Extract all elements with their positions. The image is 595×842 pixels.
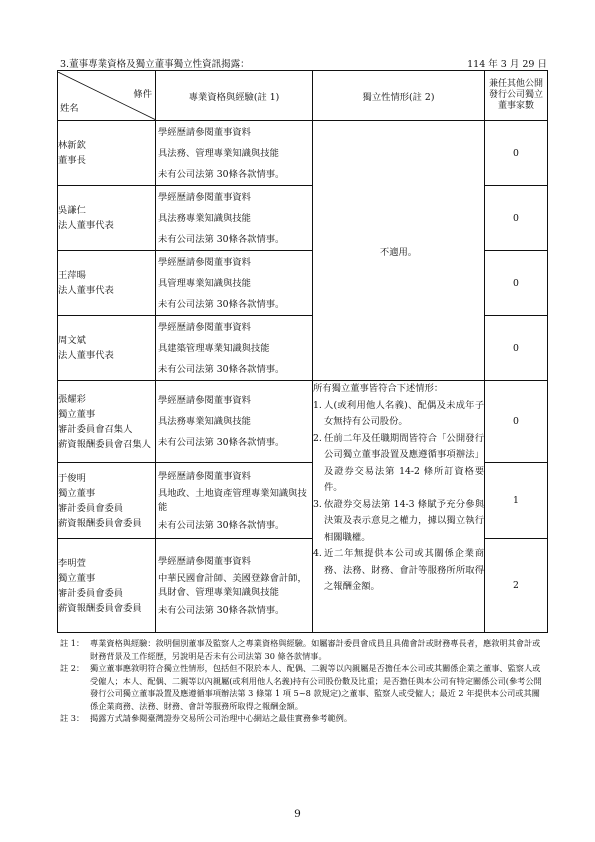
director-name: 張耀彩 bbox=[58, 393, 86, 405]
table-header-row bbox=[58, 71, 548, 121]
director-title: 董事長 bbox=[58, 155, 86, 166]
experience-cell bbox=[156, 381, 313, 463]
concurrent-count: 2 bbox=[485, 539, 548, 633]
director-committee: 薪資報酬委員會委員 bbox=[58, 517, 142, 529]
item-text: 人(或利用他人名義)、配偶及未成年子女無持有公司股份。 bbox=[324, 399, 484, 427]
experience-line: 具法務專業知識與技能 bbox=[158, 416, 251, 427]
experience-line: 學經歷請參閱董事資料 bbox=[158, 256, 251, 268]
experience-line: 未有公司法第 30條各款情事。 bbox=[158, 604, 285, 616]
experience-line: 學經歷請參閱董事資料 bbox=[158, 470, 251, 482]
director-name: 于俊明 bbox=[58, 472, 86, 484]
director-name: 吳謙仁 bbox=[58, 205, 86, 216]
independence-item bbox=[313, 398, 484, 431]
concurrent-count: 0 bbox=[485, 381, 548, 463]
item-text: 任前二年及任職期間皆符合「公開發行公司獨立董事設置及應遵循事項辦法」及證券交易法第 14-2 條所訂資格要件。 bbox=[324, 432, 484, 493]
header-concurrent-count: 兼任其他公開發行公司獨立董事家數 bbox=[485, 71, 548, 121]
experience-line: 未有公司法第 30條各款情事。 bbox=[158, 363, 285, 375]
experience-line: 具法務、管理專業知識與技能 bbox=[158, 147, 279, 159]
director-name: 王萍暘 bbox=[58, 270, 86, 281]
experience-line: 具管理專業知識與技能 bbox=[158, 277, 251, 289]
experience-cell bbox=[156, 539, 313, 633]
experience-line: 未有公司法第 30條各款情事。 bbox=[158, 233, 285, 245]
independence-item bbox=[313, 497, 484, 547]
experience-line: 未有公司法第 30條各款情事。 bbox=[158, 298, 285, 310]
table-row bbox=[58, 381, 548, 463]
director-title: 獨立董事 bbox=[58, 572, 96, 584]
experience-line: 學經歷請參閱董事資料 bbox=[158, 191, 251, 203]
experience-line: 學經歷請參閱董事資料 bbox=[158, 555, 251, 567]
footnote bbox=[60, 712, 547, 725]
item-number: 4. bbox=[313, 548, 322, 559]
experience-cell bbox=[156, 251, 313, 316]
director-name-cell bbox=[58, 186, 156, 251]
header-corner-cell bbox=[58, 71, 156, 121]
report-date: 114 年 3 月 29 日 bbox=[467, 59, 547, 70]
director-name-cell bbox=[58, 463, 156, 539]
corner-label-name: 姓名 bbox=[60, 102, 79, 114]
independence-intro: 所有獨立董事皆符合下述情形： bbox=[313, 383, 444, 394]
item-number: 1. bbox=[313, 399, 322, 411]
experience-line: 具地政、土地資產管理專業知識與技能 bbox=[158, 487, 307, 513]
item-text: 依證券交易法第 14-3 條賦予充分參與決策及表示意見之權力，據以獨立執行相關職權。 bbox=[324, 498, 484, 543]
footnote-label: 註 3： bbox=[60, 713, 85, 723]
director-committee: 薪資報酬委員會委員 bbox=[58, 602, 142, 614]
director-name-cell bbox=[58, 316, 156, 381]
experience-cell bbox=[156, 316, 313, 381]
director-name: 林新欽 bbox=[58, 140, 86, 151]
director-name-cell bbox=[58, 251, 156, 316]
footnote-label: 註 1： bbox=[60, 638, 85, 648]
experience-line: 學經歷請參閱董事資料 bbox=[158, 321, 251, 333]
independence-item bbox=[313, 431, 484, 497]
director-name-cell bbox=[58, 381, 156, 463]
experience-cell bbox=[156, 186, 313, 251]
independence-not-applicable: 不適用。 bbox=[313, 121, 485, 381]
director-title: 法人董事代表 bbox=[58, 350, 114, 361]
director-committee: 審計委員會召集人 bbox=[58, 423, 133, 435]
section-title: 3.董事專業資格及獨立董事獨立性資訊揭露： bbox=[60, 59, 250, 70]
corner-label-condition: 條件 bbox=[133, 88, 152, 100]
header-independence: 獨立性情形(註 2) bbox=[313, 71, 485, 121]
director-name: 周文斌 bbox=[58, 335, 86, 346]
header-experience: 專業資格與經驗(註 1) bbox=[156, 71, 313, 121]
footnotes bbox=[60, 637, 547, 725]
experience-line: 中華民國會計師、美國登錄會計師，具財會、管理專業知識與技能 bbox=[158, 572, 307, 598]
footnote-text: 揭露方式請參閱臺灣證券交易所公司治理中心網站之最佳實務參考範例。 bbox=[90, 713, 353, 723]
experience-line: 具建築管理專業知識與技能 bbox=[158, 342, 270, 354]
director-title: 法人董事代表 bbox=[58, 220, 114, 231]
table-row bbox=[58, 121, 548, 186]
director-title: 獨立董事 bbox=[58, 487, 96, 499]
experience-line: 未有公司法第 30條各款情事。 bbox=[158, 168, 285, 180]
experience-line: 未有公司法第 30條各款情事。 bbox=[158, 519, 285, 531]
director-title: 法人董事代表 bbox=[58, 285, 114, 296]
director-committee: 審計委員會委員 bbox=[58, 587, 124, 599]
footnote-text: 專業資格與經驗：敘明個別董事及監察人之專業資格與經驗。如屬審計委員會成員且具備會計或財務專長者，應敘明其會計或財務背景及工作經歷，另說明是否未有公司法第 30 條各款情事。 bbox=[90, 638, 541, 661]
item-number: 2. bbox=[313, 432, 322, 444]
independence-item bbox=[313, 546, 484, 596]
concurrent-count: 0 bbox=[485, 316, 548, 381]
footnote-label: 註 2： bbox=[60, 663, 85, 673]
director-committee: 審計委員會委員 bbox=[58, 502, 124, 514]
item-text: 近二年無提供本公司或其關係企業商務、法務、財務、會計等服務所所取得之報酬金額。 bbox=[324, 548, 484, 592]
footnote bbox=[60, 662, 547, 712]
director-name: 李明萱 bbox=[58, 557, 86, 569]
independence-criteria-cell bbox=[313, 381, 485, 633]
concurrent-count: 0 bbox=[485, 251, 548, 316]
experience-cell bbox=[156, 463, 313, 539]
director-name-cell bbox=[58, 539, 156, 633]
experience-cell bbox=[156, 121, 313, 186]
footnote bbox=[60, 637, 547, 662]
director-qualification-table bbox=[57, 70, 548, 633]
page-number: 9 bbox=[294, 808, 301, 820]
director-name-cell bbox=[58, 121, 156, 186]
concurrent-count: 0 bbox=[485, 121, 548, 186]
concurrent-count: 1 bbox=[485, 463, 548, 539]
item-number: 3. bbox=[313, 498, 322, 510]
experience-line: 具法務專業知識與技能 bbox=[158, 212, 251, 224]
experience-line: 學經歷請參閱董事資料 bbox=[158, 395, 251, 406]
experience-line: 未有公司法第 30條各款情事。 bbox=[158, 437, 285, 448]
concurrent-count: 0 bbox=[485, 186, 548, 251]
director-committee: 薪資報酬委員會召集人 bbox=[58, 438, 151, 450]
footnote-text: 獨立董事應敘明符合獨立性情形，包括但不限於本人、配偶、二親等以內親屬是否擔任本公司或其關係企業之董事、監察人或受僱人；本人、配偶、二親等以內親屬(或利用他人名義)持有公司股份數及比重；是否擔任與本公司有特定關係公司(參考公開發行公司獨立董事設置及應遵循事項辦法第 3 條第 1 項 5~8 款規定)之董事、監察人或受僱人；最近 2 年提供本公司或其關係企業商務、法務、財務、會計等服務所取得之報酬金額。 bbox=[90, 663, 542, 711]
experience-line: 學經歷請參閱董事資料 bbox=[158, 126, 251, 138]
page-header bbox=[60, 56, 547, 68]
director-title: 獨立董事 bbox=[58, 408, 96, 420]
